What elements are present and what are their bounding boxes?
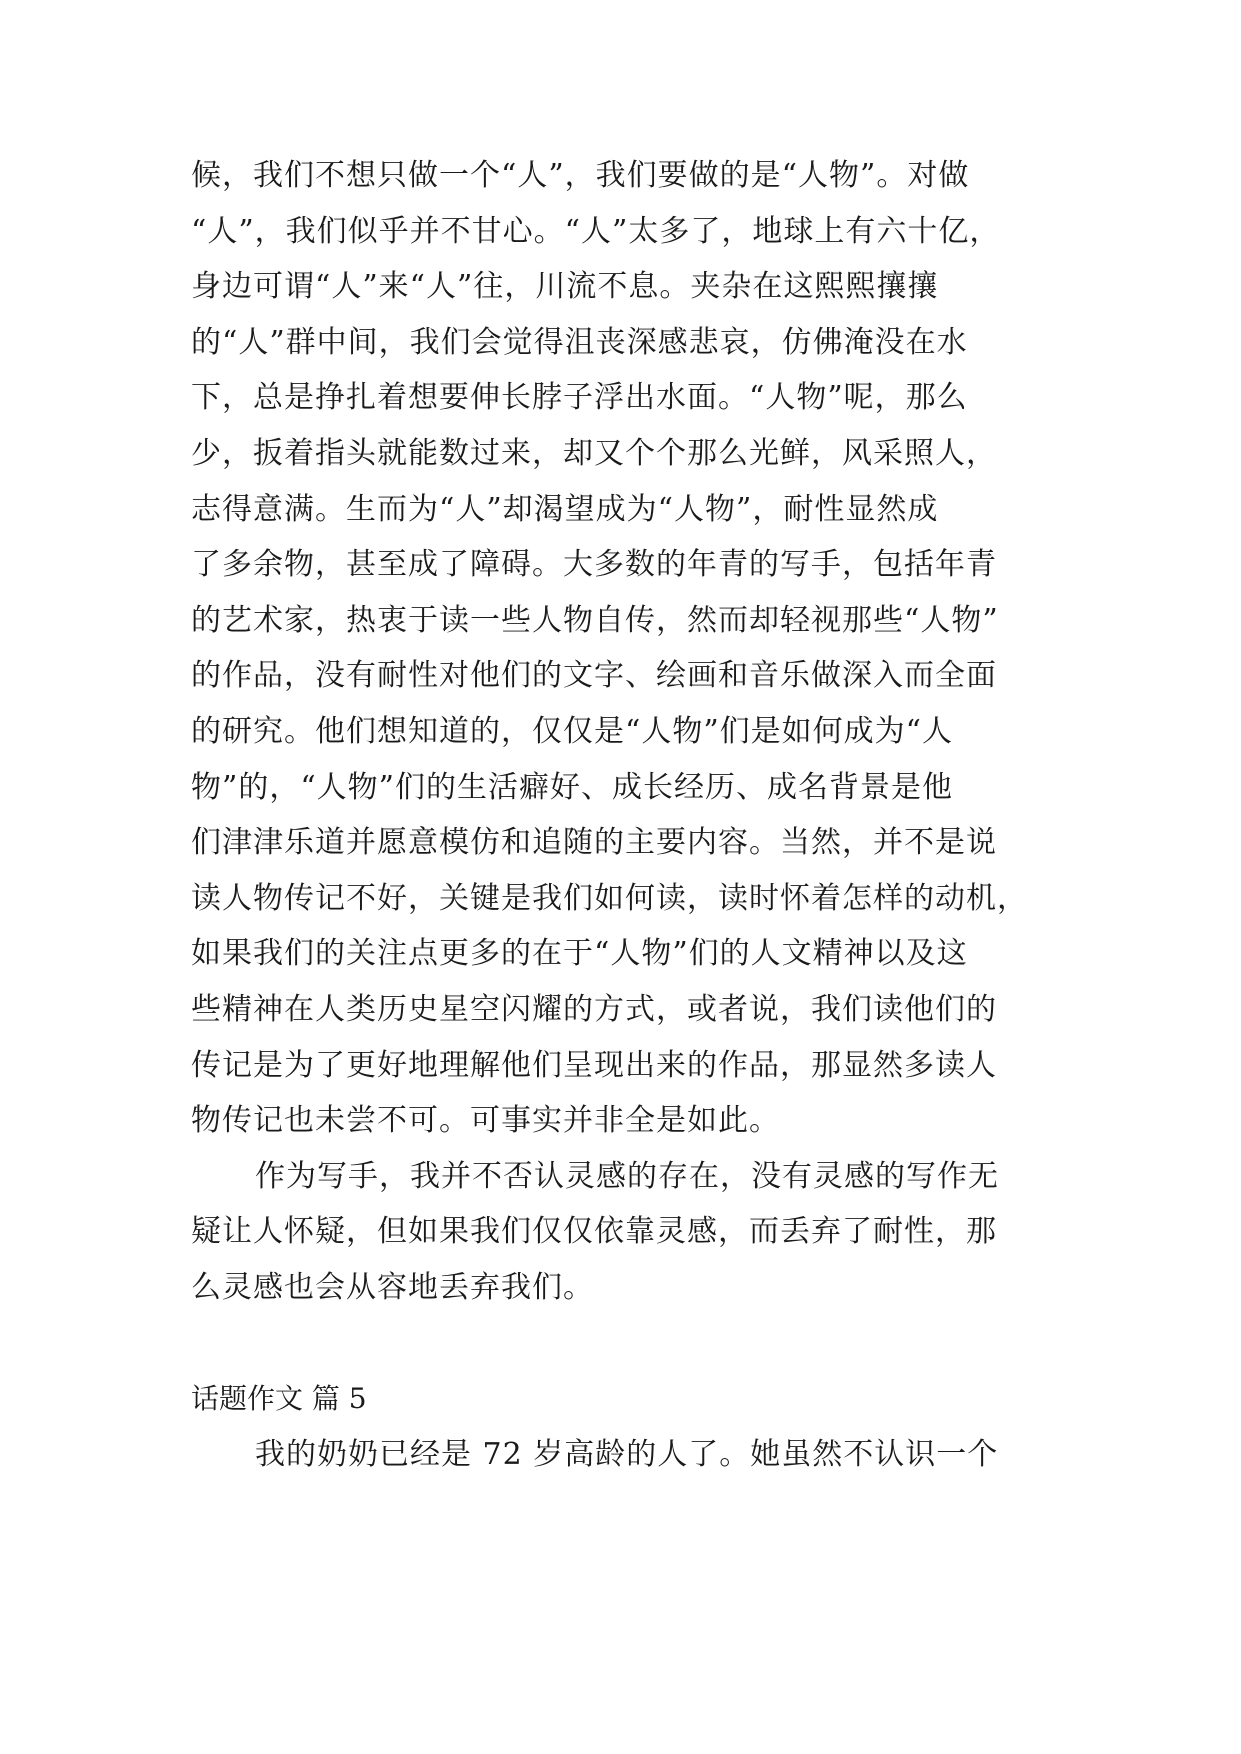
text-line: 我的奶奶已经是 72 岁高龄的人了。她虽然不认识一个 — [255, 1436, 999, 1472]
text-line: 读人物传记不好，关键是我们如何读，读时怀着怎样的动机， — [191, 880, 1028, 916]
text-line: 身边可谓“人”来“人”往，川流不息。夹杂在这熙熙攘攘 — [191, 269, 939, 305]
text-line: 物传记也未尝不可。可事实并非全是如此。 — [191, 1103, 780, 1139]
text-line: 疑让人怀疑，但如果我们仅仅依靠灵感，而丢弃了耐性，那 — [191, 1214, 997, 1250]
paragraph-2 — [191, 1149, 1051, 1316]
text-line: 候，我们不想只做一个“人”，我们要做的是“人物”。对做 — [191, 158, 970, 193]
text-line: 物”的，“人物”们的生活癖好、成长经历、成名背景是他 — [191, 769, 954, 805]
section-heading: 话题作文 篇 5 — [191, 1382, 367, 1416]
text-line: 下，总是挣扎着想要伸长脖子浮出水面。“人物”呢，那么 — [191, 380, 968, 416]
text-line: 的作品，没有耐性对他们的文字、绘画和音乐做深入而全面 — [191, 658, 997, 694]
text-line: 志得意满。生而为“人”却渴望成为“人物”，耐性显然成 — [191, 491, 939, 527]
text-line: 的艺术家，热衷于读一些人物自传，然而却轻视那些“人物” — [191, 602, 999, 638]
text-line: “人”，我们似乎并不甘心。“人”太多了，地球上有六十亿， — [191, 213, 1001, 249]
document-body — [191, 148, 1051, 1482]
paragraph-3 — [191, 1427, 1051, 1483]
section-spacer — [191, 1315, 1051, 1371]
text-line: 作为写手，我并不否认灵感的存在，没有灵感的写作无 — [255, 1158, 999, 1194]
text-line: 们津津乐道并愿意模仿和追随的主要内容。当然，并不是说 — [191, 825, 997, 861]
paragraph-1 — [191, 148, 1051, 1149]
text-line: 少，扳着指头就能数过来，却又个个那么光鲜，风采照人， — [191, 435, 997, 471]
text-line: 传记是为了更好地理解他们呈现出来的作品，那显然多读人 — [191, 1047, 997, 1083]
text-line: 些精神在人类历史星空闪耀的方式，或者说，我们读他们的 — [191, 991, 997, 1027]
text-line: 如果我们的关注点更多的在于“人物”们的人文精神以及这 — [191, 936, 968, 972]
text-line: 的研究。他们想知道的，仅仅是“人物”们是如何成为“人 — [191, 713, 954, 749]
text-line: 的“人”群中间，我们会觉得沮丧深感悲哀，仿佛淹没在水 — [191, 324, 968, 360]
text-line: 么灵感也会从容地丢弃我们。 — [191, 1269, 594, 1305]
text-line: 了多余物，甚至成了障碍。大多数的年青的写手，包括年青 — [191, 547, 997, 583]
